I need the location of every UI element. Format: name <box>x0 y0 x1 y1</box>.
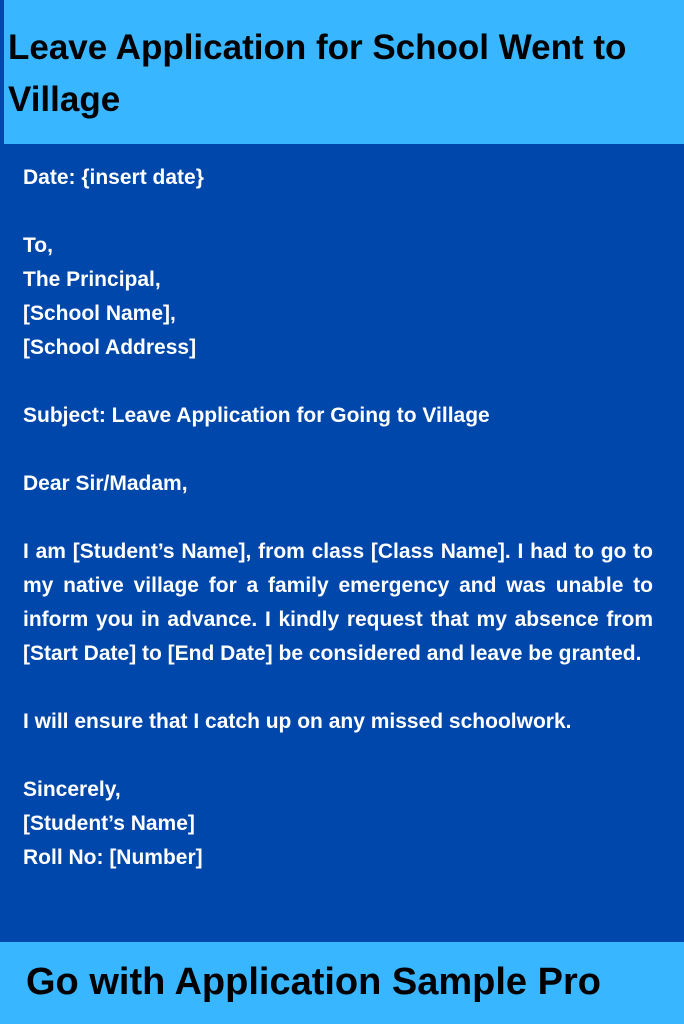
spacer <box>23 365 653 399</box>
spacer <box>23 739 653 773</box>
letter-date: Date: {insert date} <box>23 166 204 189</box>
spacer <box>23 433 653 467</box>
letter-subject: Subject: Leave Application for Going to Village <box>23 404 490 427</box>
letter-salutation: Dear Sir/Madam, <box>23 472 188 495</box>
letter-recipient: The Principal, <box>23 268 161 291</box>
letter-school-name: [School Name], <box>23 302 176 325</box>
letter-closing: Sincerely, <box>23 778 121 801</box>
letter-school-address: [School Address] <box>23 336 197 359</box>
footer-banner <box>0 942 684 1024</box>
letter-assurance: I will ensure that I catch up on any missed schoolwork. <box>23 710 572 733</box>
title-banner <box>0 0 684 144</box>
page-title: Leave Application for School Went to Village <box>8 28 627 119</box>
spacer <box>23 195 653 229</box>
letter-body-paragraph: I am [Student’s Name], from class [Class Name]. I had to go to my native village for a family emergency and was unable to inform you in advance. I kindly request that my absence from [Start Date] to [End Date] be considered and leave be granted. <box>23 540 653 665</box>
letter-roll-no: Roll No: [Number] <box>23 846 203 869</box>
letter-body <box>23 161 653 875</box>
letter-to: To, <box>23 234 53 257</box>
letter-student-name: [Student’s Name] <box>23 812 195 835</box>
spacer <box>23 501 653 535</box>
spacer <box>23 671 653 705</box>
footer-brand-text: Go with Application Sample Pro <box>26 961 601 1003</box>
